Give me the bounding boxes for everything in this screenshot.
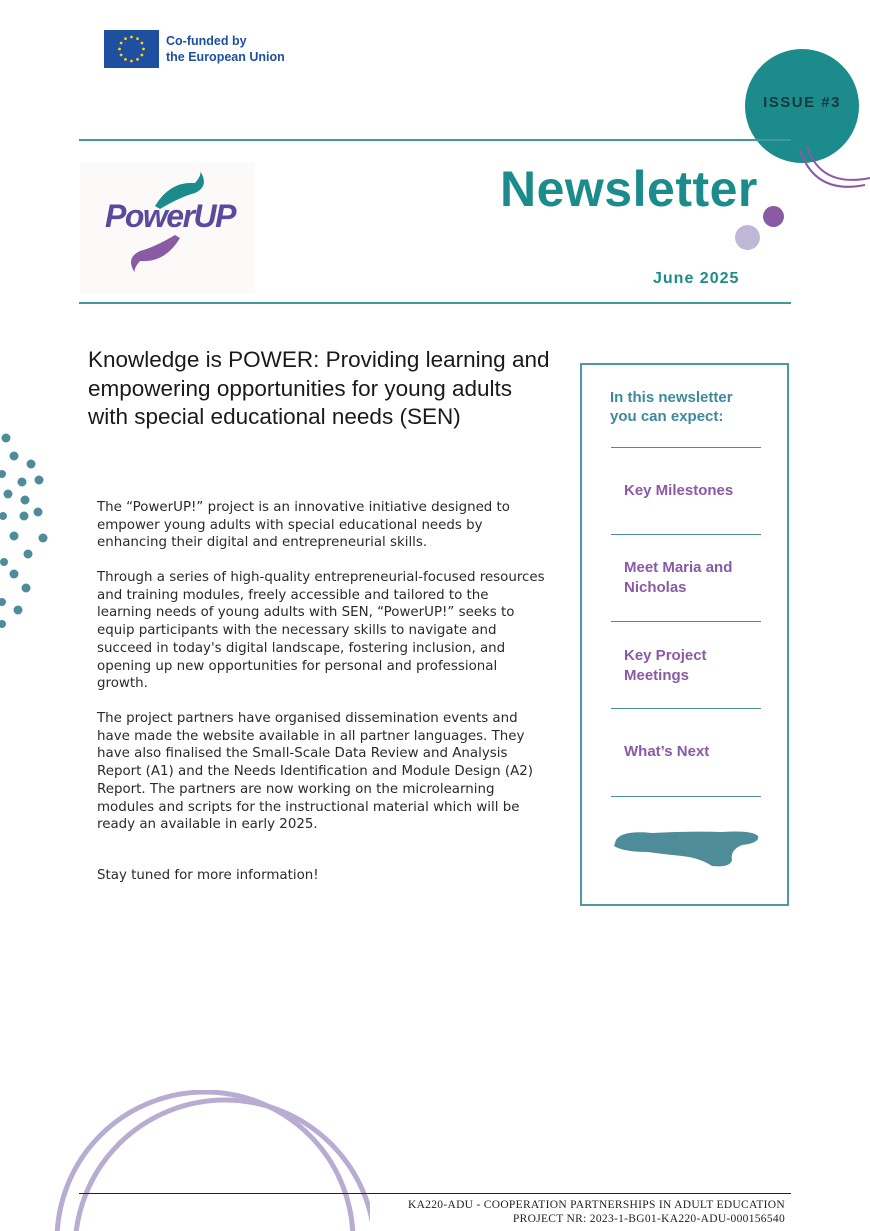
footer-project-info: KA220-ADU - COOPERATION PARTNERSHIPS IN ADULT EDUCATION PROJECT NR: 2023-1-BG01-KA220-ADU-000156540 — [407, 1199, 785, 1225]
paragraph-progress: The project partners have organised dissemination events and have made the website available in all partner languages. They have also finalised the Small-Scale Data Review and Analysis Report (A1) and the Needs Identification and Module Design (A2) Report. The partners are now working on the microlearning modules and scripts for the instructional material which will be ready an available in early 2025. — [97, 711, 534, 833]
sidebar-divider — [611, 796, 761, 797]
decorative-dot — [735, 225, 760, 250]
sidebar-item-key-milestones[interactable]: Key Milestones — [624, 482, 734, 499]
newsletter-title: Newsletter — [500, 161, 758, 217]
decorative-dot-pattern — [0, 430, 60, 630]
paragraph-resources: Through a series of high-quality entrepreneurial-focused resources and training modules, freely accessible and tailored to the learning needs of young adults with SEN, “PowerUP!” seeks to equip participants with the necessary skills to navigate and succeed in today's digital landscape, fostering inclusion, and opening up new opportunities for personal and professional growth. — [97, 570, 545, 692]
decorative-arcs — [40, 1090, 370, 1231]
sidebar-item-whats-next[interactable]: What’s Next — [624, 743, 710, 760]
sidebar-heading: In this newsletter you can expect: — [610, 389, 733, 425]
paragraph-stay-tuned: Stay tuned for more information! — [97, 868, 319, 883]
sidebar-divider — [611, 447, 761, 448]
decorative-rings — [795, 120, 870, 200]
header-top-rule — [79, 139, 791, 141]
paragraph-intro: The “PowerUP!” project is an innovative initiative designed to empower young adults with special educational needs by enhancing their digital and entrepreneurial skills. — [97, 500, 511, 551]
sidebar-divider — [611, 708, 761, 709]
header-bottom-rule — [79, 302, 791, 304]
purple-hand-icon — [125, 233, 185, 273]
issue-date: June 2025 — [653, 270, 740, 287]
eu-flag-icon — [104, 30, 159, 68]
article-headline: Knowledge is POWER: Providing learning and empowering opportunities for young adults with special educational needs (SEN) — [88, 347, 550, 429]
logo-wordmark: PowerUP — [105, 198, 235, 234]
decorative-dot — [763, 206, 784, 227]
sidebar-divider — [611, 621, 761, 622]
paint-splash-decoration — [612, 828, 762, 870]
contents-sidebar — [580, 363, 789, 906]
eu-cofunded-label: Co-funded by the European Union — [166, 34, 285, 64]
sidebar-divider — [611, 534, 761, 535]
footer-rule — [79, 1193, 791, 1194]
issue-number: ISSUE #3 — [763, 94, 841, 111]
sidebar-item-meet-maria-nicholas[interactable]: Meet Maria and Nicholas — [624, 559, 733, 596]
sidebar-item-key-project-meetings[interactable]: Key Project Meetings — [624, 647, 707, 684]
